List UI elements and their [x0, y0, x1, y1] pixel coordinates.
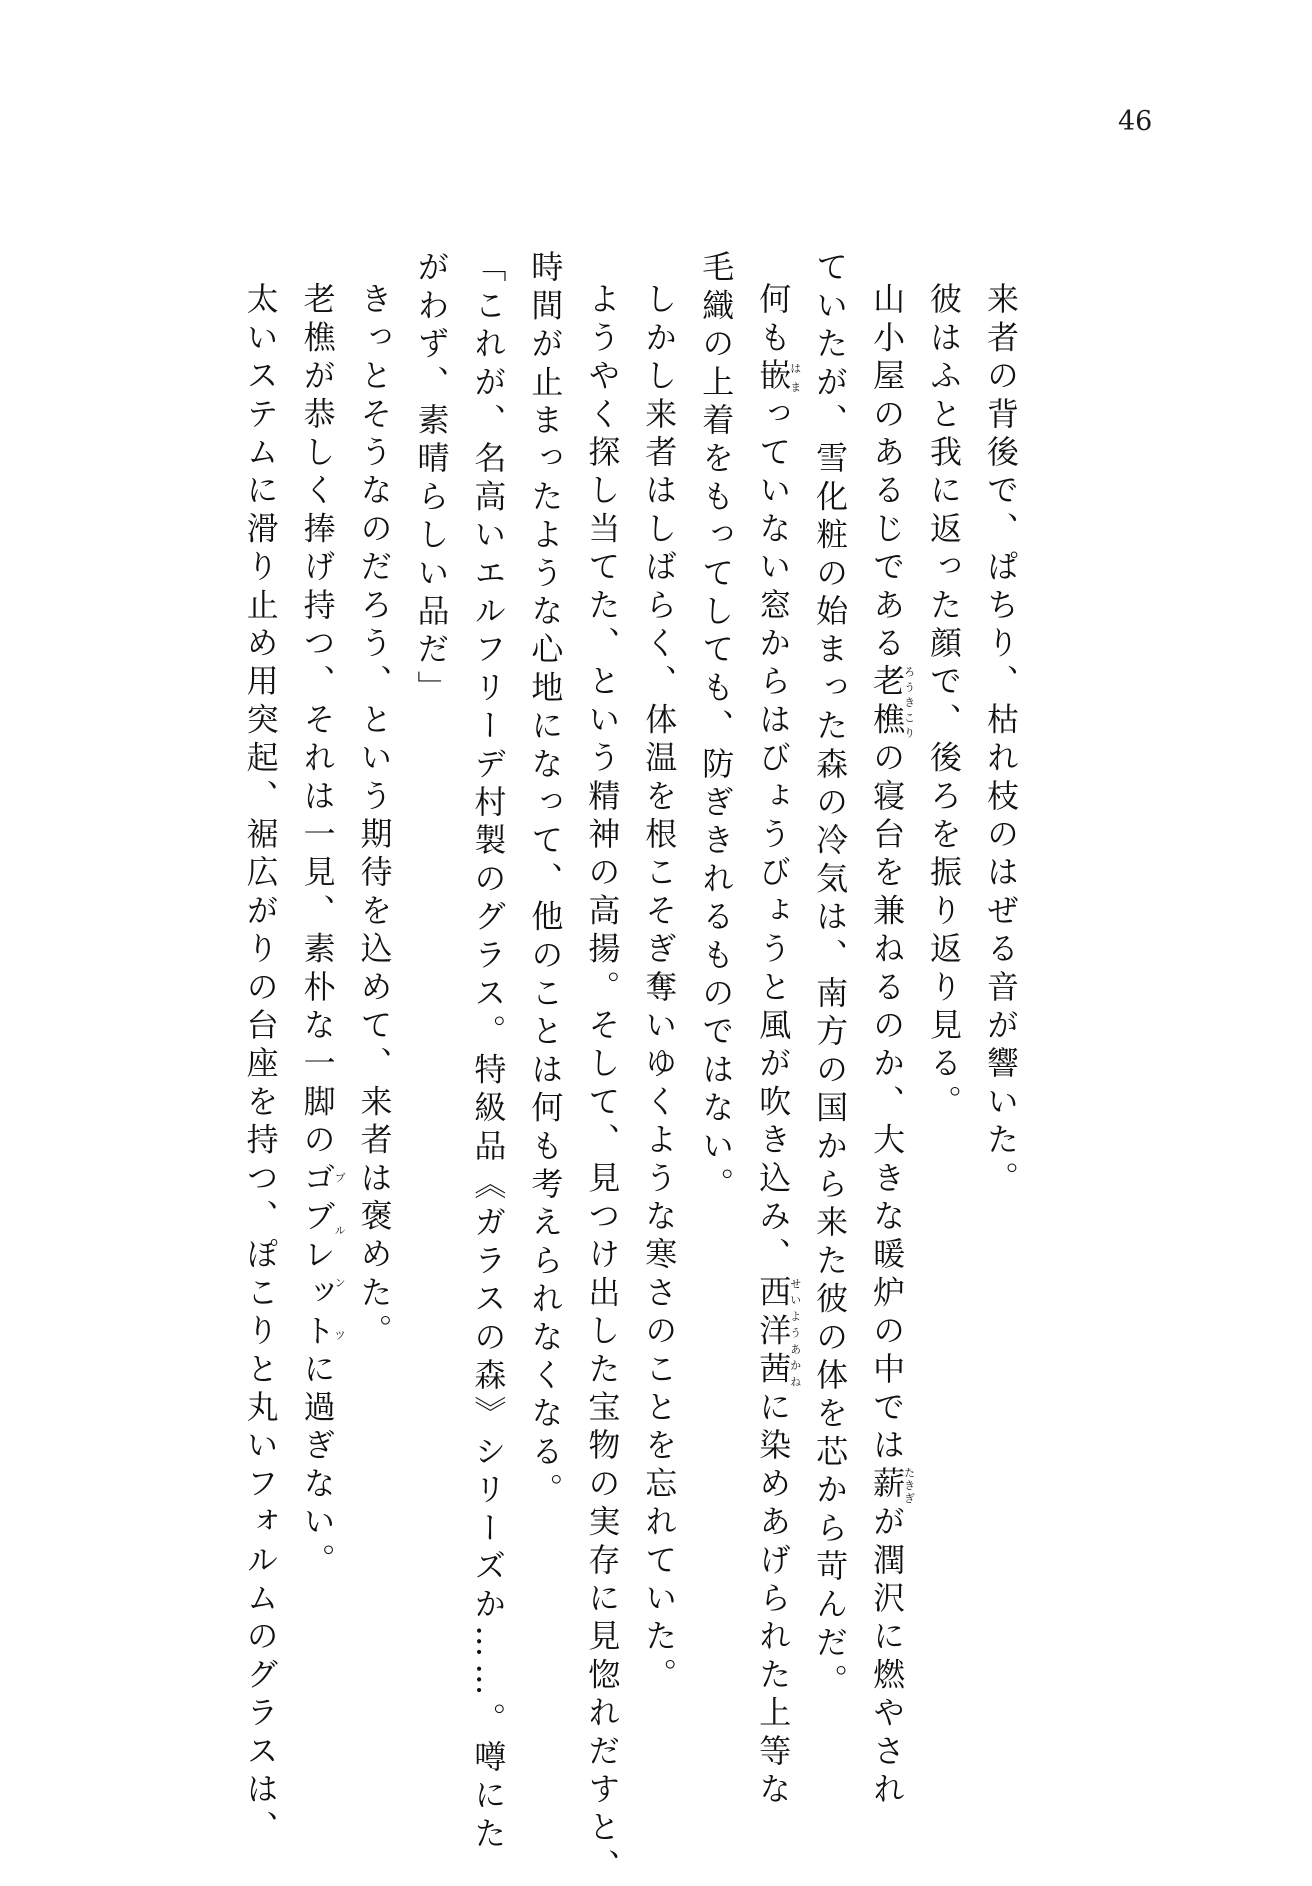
text-line-9: 時間が止まったような心地になって、他のことは何も考えられなくなる。: [526, 250, 565, 1511]
page-number: 46: [1118, 106, 1153, 137]
text-line-5: [744, 250, 802, 1811]
text-line-6: 毛織の上着をもってしても、防ぎきれるものではない。: [697, 250, 736, 1205]
ruby-hama: [754, 358, 802, 397]
line-3b-after: が潤沢に燃やされ: [868, 1504, 907, 1811]
text-line-12: きっとそうなのだろう、という期待を込めて、来者は褒めた。: [355, 282, 394, 1352]
text-line-11: がわず、素晴らしい品だ」: [412, 250, 451, 709]
text-line-8: ようやく探し当てた、という精神の高揚。そして、見つけ出した宝物の実存に見惚れだすと、: [583, 282, 622, 1886]
ruby-text: はま: [788, 358, 802, 397]
ruby-text: たきぎ: [902, 1466, 916, 1505]
ruby-takigi: [868, 1466, 916, 1505]
ruby-base: 西洋茜: [754, 1275, 793, 1390]
ruby-text: ろうきこり: [902, 664, 916, 741]
ruby-base: 薪: [868, 1466, 907, 1505]
text-line-14: 太いステムに滑り止め用突起、裾広がりの台座を持つ、ぽこりと丸いフォルムのグラスは、: [241, 282, 280, 1849]
ruby-seiyouakane: [754, 1275, 802, 1390]
text-line-3: [858, 250, 916, 1811]
text-line-4: ていたが、雪化粧の始まった森の冷気は、南方の国から来た彼の体を芯から苛んだ。: [811, 250, 850, 1702]
ruby-roukikori: [868, 664, 916, 741]
ruby-base: 老樵: [868, 664, 907, 741]
line-5b-after: に染めあげられた上等な: [754, 1389, 793, 1811]
text-line-2: 彼はふと我に返った顔で、後ろを振り返り見る。: [925, 282, 964, 1123]
line-3-before: 山小屋のあるじである: [868, 282, 907, 664]
ruby-text: ブルンツ: [333, 1160, 347, 1352]
line-5-before: 何も: [754, 282, 793, 359]
text-line-13: [289, 250, 346, 1690]
text-line-1: 来者の背後で、ぱちり、枯れ枝のはぜる音が響いた。: [982, 282, 1020, 1199]
ruby-brunts: [298, 1160, 347, 1352]
line-13-before: 老樵が恭しく捧げ持つ、それは一見、素朴な一脚の: [298, 282, 337, 1161]
ruby-base: ゴブレット: [298, 1160, 337, 1352]
text-line-7: しかし来者はしばらく、体温を根こそぎ奪いゆくような寒さのことを忘れていた。: [640, 282, 679, 1696]
ruby-text: せいようあかね: [788, 1275, 802, 1390]
line-13-after: に過ぎない。: [298, 1351, 337, 1581]
line-3-after: の寝台を兼ねるのか、大きな暖炉の中では: [868, 740, 907, 1467]
text-line-10: 「これが、名高いエルフリーデ村製のグラス。特級品《ガラスの森》シリーズか……。噂にた: [469, 250, 508, 1855]
ruby-base: 嵌: [754, 358, 793, 397]
line-5-after: っていない窓からはびょうびょうと風が吹き込み、: [754, 396, 793, 1276]
body-text: [232, 250, 1029, 1886]
